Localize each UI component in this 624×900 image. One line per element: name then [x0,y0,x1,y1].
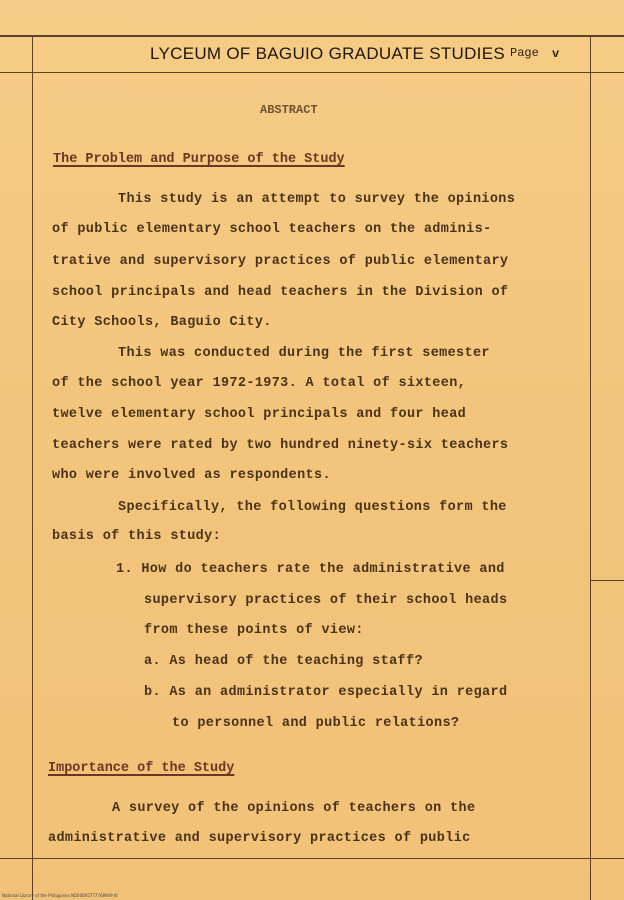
list-item: supervisory practices of their school heads [144,593,508,608]
body-line: of public elementary school teachers on the adminis- [52,222,492,237]
header-bottom-line [0,72,624,73]
right-margin-line [590,35,591,900]
body-line: trative and supervisory practices of public elementary [52,254,509,269]
body-line: twelve elementary school principals and four head [52,407,467,422]
body-line: administrative and supervisory practices of public [48,831,471,846]
page-label: Page [510,46,539,60]
scan-footer: National Library of the Philippines ND00065777768909 III [2,893,118,898]
header-title: LYCEUM OF BAGUIO GRADUATE STUDIES [150,44,505,63]
body-line: A survey of the opinions of teachers on the [112,801,476,816]
list-item: 1. How do teachers rate the administrative and [116,562,505,577]
abstract-title: ABSTRACT [260,103,318,117]
body-line: of the school year 1972-1973. A total of sixteen, [52,376,467,391]
section-heading-importance: Importance of the Study [48,761,235,776]
list-item: from these points of view: [144,623,364,638]
body-line: Specifically, the following questions form the [118,500,507,515]
page-number: v [552,47,560,61]
left-margin-line [32,35,33,900]
top-border-line [0,35,624,37]
body-line: who were involved as respondents. [52,468,331,483]
bottom-border-line [0,858,624,859]
section-heading-problem: The Problem and Purpose of the Study [53,152,345,167]
list-item: a. As head of the teaching staff? [144,654,423,669]
body-line: This was conducted during the first semester [118,346,490,361]
list-item: to personnel and public relations? [172,716,460,731]
body-line: school principals and head teachers in the Division of [52,285,509,300]
right-tick-line [590,580,624,581]
body-line: basis of this study: [52,529,222,544]
body-line: City Schools, Baguio City. [52,315,272,330]
body-line: This study is an attempt to survey the opinions [118,192,516,207]
body-line: teachers were rated by two hundred ninety-six teachers [52,438,509,453]
list-item: b. As an administrator especially in regard [144,685,508,700]
